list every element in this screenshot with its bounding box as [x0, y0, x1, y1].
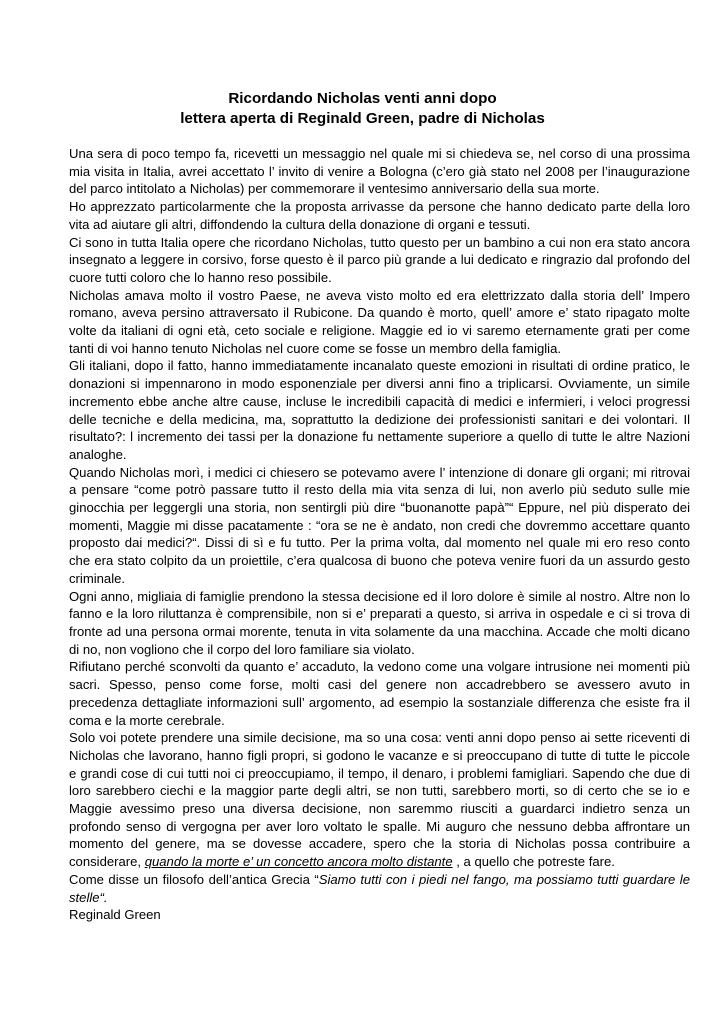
- quote-text: Siamo tutti con i piedi nel fango, ma possiamo tutti guardare le stelle“.: [69, 871, 691, 905]
- paragraph-families: Ogni anno, migliaia di famiglie prendono la stessa decisione ed il loro dolore è simile al nostro. Altre non lo fanno e la loro riluttanza è comprensibile, non si e’ preparati a questo, si arriva in ospedale e ci si trova di fronte ad una persona ormai morente, tenuta in vita solamente da una macchina. Accade che molti dicano di no, non vogliono che il corpo del loro familiare sia violato.: [69, 588, 690, 657]
- title-line-1: Ricordando Nicholas venti anni dopo: [228, 90, 497, 107]
- paragraph-recipients-text: Solo voi potete prendere una simile decisione, ma so una cosa: venti anni dopo penso ai sette riceventi di Nicholas che lavorano, hanno figli propri, si godono le vacanze e si preoccupano di tutte di tutte le piccole e grandi cose di cui tutti noi ci preoccupiamo, il tempo, il denaro, i problemi famigliari. Sapendo che due di loro sarebbero ciechi e la maggior parte degli altri, se non tutti, sarebbero morti, so di certo che se io e Maggie avessimo preso una diversa decisione, non saremmo riusciti a guardarci indietro senza un profondo senso di vergogna per aver loro voltato le spalle. Mi auguro che nessuno debba affrontare un momento del genere, ma se dovesse accadere, spero che la storia di Nicholas possa contribuire a considerare,: [69, 730, 690, 870]
- letter-body: [69, 145, 690, 924]
- paragraph-donations: Gli italiani, dopo il fatto, hanno immediatamente incanalato queste emozioni in risultati di ordine pratico, le donazioni si impennarono in modo esponenziale per diversi anni fino a triplicarsi. Ovviamente, un simile incremento ebbe anche altre cause, incluse le incredibili capacità di medici e infermieri, i veloci progressi delle tecniche e della medicina, ma, soprattutto la dedizione dei professionisti sanitari e dei volontari. Il risultato?: l incremento dei tassi per la donazione fu nettamente superiore a quello di tutte le altre Nazioni analoghe.: [69, 358, 690, 462]
- quote-intro: Come disse un filosofo dell’antica Grecia “: [69, 871, 319, 887]
- title-line-2: lettera aperta di Reginald Green, padre di Nicholas: [180, 110, 545, 127]
- paragraph-appreciation: Ho apprezzato particolarmente che la proposta arrivasse da persone che hanno dedicato parte della loro vita ad aiutare gli altri, diffondendo la cultura della donazione di organi e tessuti.: [69, 199, 690, 232]
- paragraph-recipients-end: , a quello che potreste fare.: [452, 854, 615, 870]
- paragraph-decision: Quando Nicholas morì, i medici ci chiesero se potevamo avere l’ intenzione di donare gli organi; mi ritrovai a pensare “come potrò passare tutto il resto della mia vita senza di lui, non averlo più seduto sulle mie ginocchia per leggergli una storia, non sentirgli più dire “buonanotte papà”“ Eppure, nel più disperato dei momenti, Maggie mi disse pacatamente : “ora se ne è andato, non credi che dovremmo accettare quanto proposto dai medici?“. Dissi di sì e fu tutto. Per la prima volta, dal momento nel quale mi ero reso conto che era stato colpito da un proiettile, c’era qualcosa di buono che poteva venire fuori da un assurdo gesto criminale.: [69, 464, 690, 586]
- paragraph-quote: [69, 871, 690, 906]
- signature: Reginald Green: [69, 907, 161, 923]
- paragraph-memorials: Ci sono in tutta Italia opere che ricordano Nicholas, tutto questo per un bambino a cui non era stato ancora insegnato a leggere in corsivo, forse questo è il parco più grande a lui dedicato e ringrazio dal profondo del cuore tutti coloro che lo hanno reso possibile.: [69, 234, 690, 285]
- document-title: [40, 89, 685, 129]
- paragraph-love-for-italy: Nicholas amava molto il vostro Paese, ne aveva visto molto ed era elettrizzato dalla storia dell’ Impero romano, aveva persino attraversato il Rubicone. Da quando è morto, quell’ amore e’ stato ripagato molte volte da italiani di ogni età, ceto sociale e religione. Maggie ed io vi saremo eternamente grati per come tanti di voi hanno tenuto Nicholas nel cuore come se fosse un membro della famiglia.: [69, 287, 690, 356]
- paragraph-invitation: Una sera di poco tempo fa, ricevetti un messaggio nel quale mi si chiedeva se, nel corso di una prossima mia visita in Italia, avrei accettato l’ invito di venire a Bologna (c’ero già stato nel 2008 per l’inaugurazione del parco intitolato a Nicholas) per commemorare il ventesimo anniversario della sua morte.: [69, 146, 690, 197]
- paragraph-refusals: Rifiutano perché sconvolti da quanto e’ accaduto, la vedono come una volgare intrusione nei momenti più sacri. Spesso, penso come forse, molti casi del genere non accadrebbero se avessero avuto in precedenza dettagliate informazioni sull’ argomento, ad esempio la sostanziale differenza che esiste fra il coma e la morte cerebrale.: [69, 659, 690, 728]
- paragraph-recipients: [69, 729, 690, 871]
- emphasized-phrase: quando la morte e’ un concetto ancora molto distante: [144, 854, 453, 870]
